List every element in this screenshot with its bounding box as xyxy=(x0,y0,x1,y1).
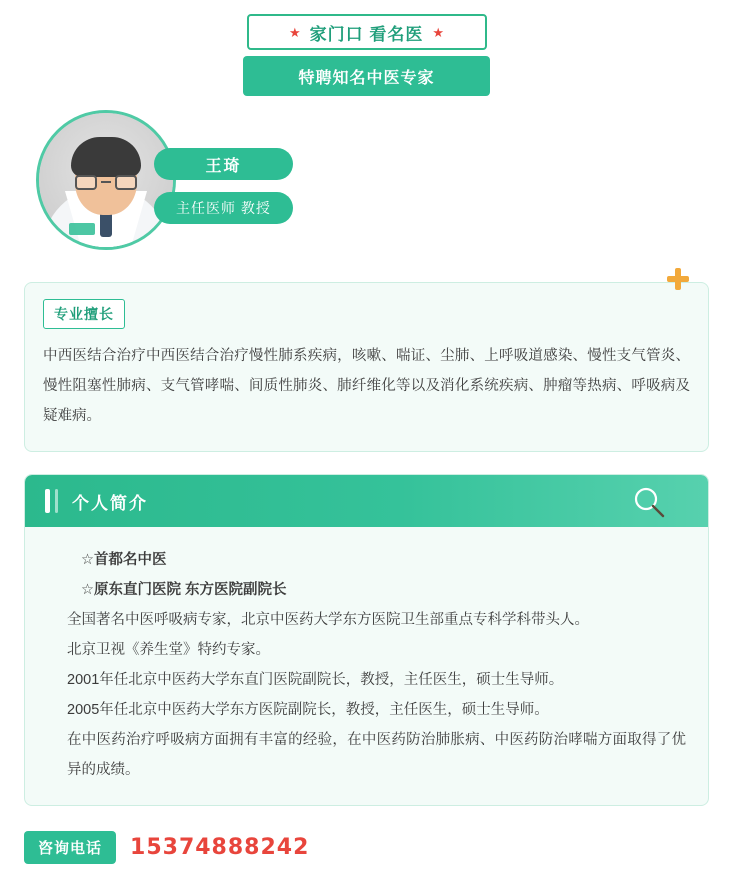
bio-section-title: 个人简介 xyxy=(72,493,148,513)
doctor-name: 王琦 xyxy=(154,148,293,180)
plus-decoration-icon xyxy=(667,268,689,290)
doctor-labels xyxy=(154,148,293,224)
bio-line: ☆原东直门医院 东方医院副院长 xyxy=(81,582,287,598)
star-icon: ★ xyxy=(288,24,301,40)
bio-header xyxy=(25,475,708,527)
contact-phone[interactable]: 15374888242 xyxy=(130,834,310,860)
header-title-box xyxy=(247,14,487,50)
bio-card xyxy=(24,474,709,806)
bio-line: 全国著名中医呼吸病专家，北京中医药大学东方医院卫生部重点专科学科带头人。 xyxy=(67,612,589,628)
header-subtitle-box xyxy=(243,56,490,96)
bio-line: 2001年任北京中医药大学东直门医院副院长，教授，主任医生，硕士生导师。 xyxy=(67,672,564,688)
magnifier-icon xyxy=(632,485,666,524)
specialty-section-title: 专业擅长 xyxy=(43,299,125,329)
star-icon: ★ xyxy=(432,24,445,40)
contact-label: 咨询电话 xyxy=(24,831,116,864)
bio-line: 2005年任北京中医药大学东方医院副院长，教授，主任医生，硕士生导师。 xyxy=(67,702,549,718)
header-title: 家门口 看名医 xyxy=(309,24,424,44)
bio-body xyxy=(47,545,686,785)
doctor-title: 主任医师 教授 xyxy=(154,192,293,224)
specialty-text: 中西医结合治疗中西医结合治疗慢性肺系疾病，咳嗽、喘证、尘肺、上呼吸道感染、慢性支气管炎、慢性阻塞性肺病、支气管哮喘、间质性肺炎、肺纤维化等以及消化系统疾病、肿瘤等热病、呼吸病及疑难病。 xyxy=(43,348,690,424)
bio-line: 在中医药治疗呼吸病方面拥有丰富的经验，在中医药防治肺胀病、中医药防治哮喘方面取得了优异的成绩。 xyxy=(67,732,686,778)
doctor-profile xyxy=(0,110,733,260)
header-subtitle: 特聘知名中医专家 xyxy=(298,69,435,87)
footer-contact xyxy=(0,821,733,873)
specialty-card xyxy=(24,282,709,452)
bio-line: 北京卫视《养生堂》特约专家。 xyxy=(67,642,270,658)
bio-header-bar-secondary xyxy=(55,489,58,513)
bio-line: ☆首都名中医 xyxy=(81,552,167,568)
page-header xyxy=(0,0,733,96)
bio-header-bar xyxy=(45,489,50,513)
